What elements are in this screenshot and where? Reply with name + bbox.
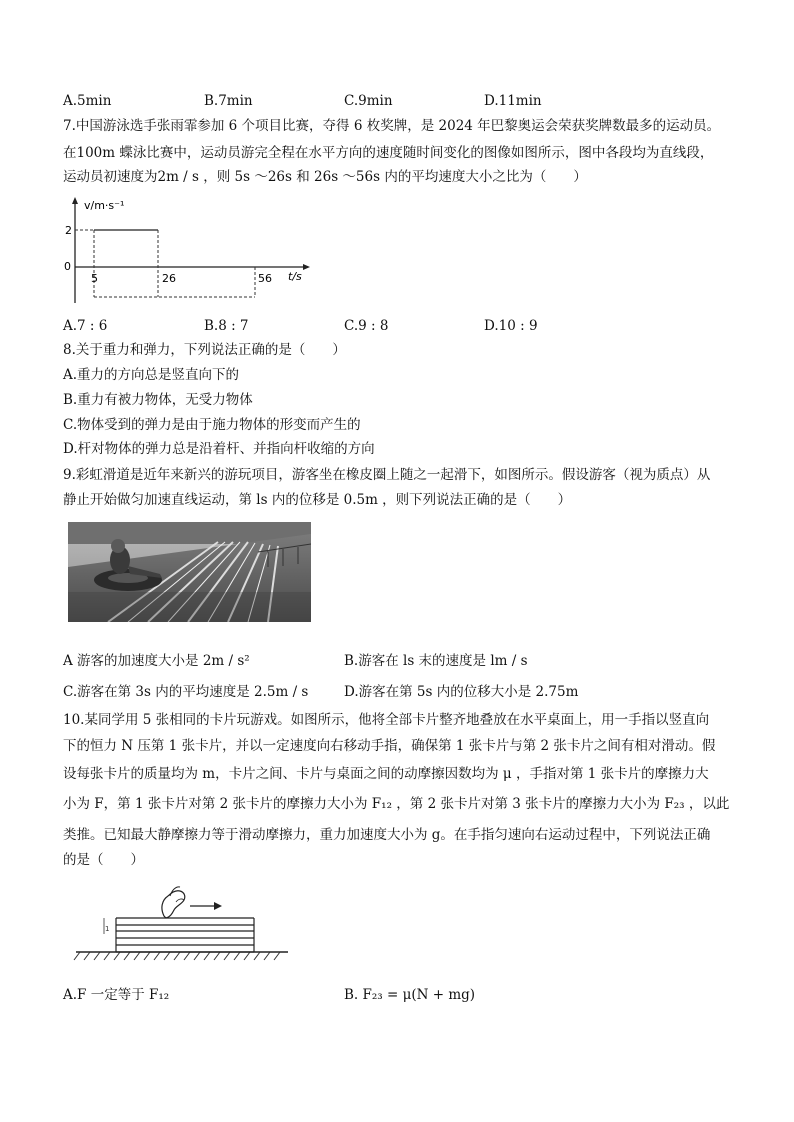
q8-option-a: A.重力的方向总是竖直向下的 (63, 367, 240, 383)
rainbow-slide-photo (68, 522, 311, 622)
graph-x-tick-5: 5 (91, 272, 98, 285)
card-number-mark: 1 (105, 925, 110, 933)
q7-stem-line-3: 运动员初速度为2m / s ，则 5s ～26s 和 26s ～56s 内的平均速度大小之比为（ ） (63, 169, 587, 185)
q10-stem-line-4: 小为 F，第 1 张卡片对第 2 张卡片的摩擦力大小为 F₁₂ ，第 2 张卡片对第 3 张卡片的摩擦力大小为 F₂₃ ，以此 (63, 796, 730, 812)
q8-stem: 8.关于重力和弹力，下列说法正确的是（ ） (63, 342, 346, 358)
q9-option-d: D.游客在第 5s 内的位移大小是 2.75m (344, 684, 579, 700)
q8-option-c: C.物体受到的弹力是由于施力物体的形变而产生的 (63, 417, 361, 433)
q7-option-a: A.7 : 6 (63, 318, 108, 334)
velocity-time-graph (60, 195, 312, 307)
graph-x-tick-26: 26 (162, 272, 176, 285)
graph-y-axis-label: v/m·s⁻¹ (84, 199, 125, 212)
q6-option-b: B.7min (204, 93, 253, 109)
graph-x-axis-label: t/s (288, 270, 302, 283)
graph-x-tick-56: 56 (258, 272, 272, 285)
q6-option-c: C.9min (344, 93, 393, 109)
card-stack-figure (72, 878, 292, 964)
q10-stem-line-1: 10.某同学用 5 张相同的卡片玩游戏。如图所示，他将全部卡片整齐地叠放在水平桌面上，用一手指以竖直向 (63, 712, 710, 728)
q10-stem-line-6: 的是（ ） (63, 852, 144, 868)
q7-option-b: B.8 : 7 (204, 318, 249, 334)
q10-stem-line-5: 类推。已知最大静摩擦力等于滑动摩擦力，重力加速度大小为 g。在手指匀速向右运动过程中，下列说法正确 (63, 827, 711, 843)
q10-stem-line-2: 下的恒力 N 压第 1 张卡片，并以一定速度向右移动手指，确保第 1 张卡片与第 2 张卡片之间有相对滑动。假 (63, 738, 716, 754)
q9-stem-line-1: 9.彩虹滑道是近年来新兴的游玩项目，游客坐在橡皮圈上随之一起滑下，如图所示。假设游客（视为质点）从 (63, 467, 711, 483)
q9-stem-line-2: 静止开始做匀加速直线运动，第 ls 内的位移是 0.5m ，则下列说法正确的是（ ） (63, 492, 572, 508)
q7-stem-line-1: 7.中国游泳选手张雨霏参加 6 个项目比赛，夺得 6 枚奖牌，是 2024 年巴黎奥运会荣获奖牌数最多的运动员。 (63, 118, 721, 134)
q7-option-c: C.9 : 8 (344, 318, 389, 334)
q10-option-b: B. F₂₃ = μ(N + mg) (344, 987, 476, 1003)
q8-option-b: B.重力有被力物体，无受力物体 (63, 392, 253, 408)
q9-option-b: B.游客在 ls 末的速度是 lm / s (344, 653, 528, 669)
q7-stem-line-2: 在100m 蝶泳比赛中，运动员游完全程在水平方向的速度随时间变化的图像如图所示，图中各段均为直线段， (63, 145, 714, 161)
graph-y-tick-2: 2 (65, 224, 72, 237)
q9-option-a: A 游客的加速度大小是 2m / s² (63, 653, 250, 669)
q9-option-c: C.游客在第 3s 内的平均速度是 2.5m / s (63, 684, 309, 700)
q7-option-d: D.10 : 9 (484, 318, 538, 334)
graph-origin-label: 0 (64, 260, 71, 273)
q6-option-d: D.11min (484, 93, 542, 109)
q10-stem-line-3: 设每张卡片的质量均为 m，卡片之间、卡片与桌面之间的动摩擦因数均为 μ ，手指对第 1 张卡片的摩擦力大 (63, 766, 709, 782)
q10-option-a: A.F 一定等于 F₁₂ (63, 987, 170, 1003)
q8-option-d: D.杆对物体的弹力总是沿着杆、并指向杆收缩的方向 (63, 441, 375, 457)
q6-option-a: A.5min (63, 93, 112, 109)
